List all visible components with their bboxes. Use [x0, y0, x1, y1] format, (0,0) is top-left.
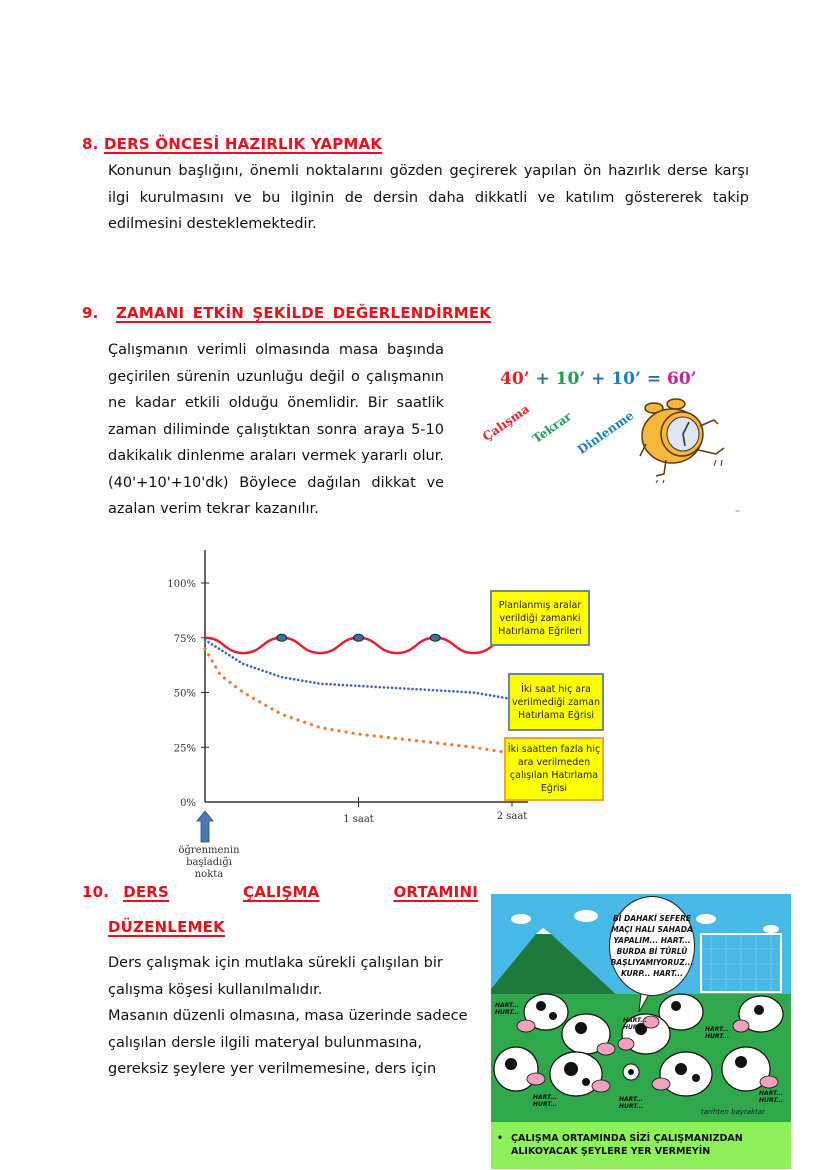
sound-effect-2: HART... HURT... — [623, 1017, 648, 1031]
label-calisma: Çalışma — [479, 401, 532, 444]
section-9-heading — [82, 304, 491, 322]
equation-part: 10’ — [611, 369, 641, 389]
cartoon-signature: tarihten bayraktar — [701, 1108, 766, 1116]
sound-effect-6: HART... HURT... — [759, 1090, 784, 1104]
svg-text:75%: 75% — [173, 633, 196, 645]
series-line — [205, 640, 512, 699]
section-10-line: çalışma köşesi kullanılmalıdır. — [108, 981, 323, 998]
section-10-heading — [82, 883, 478, 901]
series-line — [205, 649, 501, 752]
sound-effect-1: HART... HURT... — [495, 1002, 520, 1016]
section-10-title-line2: DÜZENLEMEK — [108, 918, 225, 936]
retention-chart — [160, 545, 620, 880]
legend-box-no-break: İki saat hiç ara verilmediği zaman Hatırlama Eğrisi — [508, 673, 604, 731]
speech-bubble: Bİ DAHAKİ SEFERE MAÇI HALI SAHADA YAPALIM... HART... BURDA Bİ TÜRLÜ BAŞLIYAMIYORUZ... KURP... HART... — [609, 896, 695, 996]
cartoon-caption — [491, 1122, 791, 1169]
time-equation — [500, 369, 697, 389]
equation-part: 40’ — [500, 369, 530, 389]
equation-part: + — [585, 369, 612, 389]
start-point-label: öğrenmenin başladığı nokta — [178, 845, 240, 880]
sound-effect-5: HART... HURT... — [619, 1096, 644, 1110]
section-9-body: Çalışmanın verimli olmasında masa başında geçirilen sürenin uzunluğu değil o çalışmanın ne kadar etkili olduğu önemlidir. Bir saatlik zaman diliminde çalıştıktan sonra araya 5-10 dakikalık dinlenme araları vermek yararlı olur. (40'+10'+10'dk) Böylece dağılan dikkat ve azalan verim tekrar kazanılır. — [108, 342, 444, 517]
small-mark: = — [735, 508, 741, 515]
section-10-title-word-2: ÇALIŞMA — [243, 883, 320, 901]
section-8-title: DERS ÖNCESİ HAZIRLIK YAPMAK — [103, 135, 383, 153]
section-8-heading — [82, 135, 382, 153]
label-tekrar: Tekrar — [529, 409, 574, 446]
section-8-body: Konunun başlığını, önemli noktalarını gözden geçirerek yapılan ön hazırlık derse karşı ilgi kurulmasını ve bu ilginin de dersin daha dikkatli ve katılım göstererek takip edilmesini desteklemektedir. — [108, 163, 749, 232]
alarm-clock-icon — [636, 398, 738, 483]
caption-text: ÇALIŞMA ORTAMINDA SİZİ ÇALIŞMANIZDAN ALIKOYACAK ŞEYLERE YER VERMEYİN — [511, 1133, 743, 1157]
section-10-body — [108, 950, 488, 1083]
svg-text:50%: 50% — [173, 688, 196, 700]
svg-text:100%: 100% — [167, 579, 196, 590]
section-10-heading-line2 — [108, 918, 225, 936]
section-10-line: çalışılan dersle ilgili materyal bulunmasına, — [108, 1034, 423, 1051]
equation-part: 10’ — [555, 369, 586, 389]
caption-bullet: • — [497, 1133, 504, 1144]
section-10-number: 10. — [82, 883, 110, 901]
svg-text:1 saat: 1 saat — [343, 814, 374, 825]
section-10-title-word-1: DERS — [123, 883, 170, 901]
section-10-line: gereksiz şeylere yer verilmemesine, ders için — [108, 1061, 437, 1077]
legend-box-over-two-hours: İki saatten fazla hiç ara verilmeden çalışılan Hatırlama Eğrisi — [504, 737, 604, 801]
section-9-title: ZAMANI ETKİN ŞEKİLDE DEĞERLENDİRMEK — [115, 304, 492, 322]
cartoon-illustration — [491, 894, 791, 1169]
section-8-number: 8. — [82, 135, 99, 153]
sound-effect-4: HART... HURT... — [533, 1094, 558, 1108]
svg-text:2 saat: 2 saat — [496, 811, 528, 822]
svg-text:0%: 0% — [180, 798, 196, 809]
equation-part: 60’ — [667, 369, 697, 389]
section-9-number: 9. — [82, 304, 99, 322]
label-dinlenme: Dinlenme — [574, 408, 637, 457]
section-10-line: Ders çalışmak için mutlaka sürekli çalışılan bir — [108, 955, 443, 971]
equation-part: = — [640, 369, 668, 389]
svg-text:25%: 25% — [173, 743, 196, 755]
legend-box-planned: Planlanmış aralar verildiği zamanki Hatırlama Eğrileri — [490, 590, 590, 646]
section-10-line: Masanın düzenli olmasına, masa üzerinde sadece — [108, 1008, 468, 1024]
sound-effect-3: HART... HURT... — [705, 1026, 730, 1040]
equation-part: + — [529, 369, 556, 389]
section-10-title-word-3: ORTAMINI — [393, 883, 478, 901]
